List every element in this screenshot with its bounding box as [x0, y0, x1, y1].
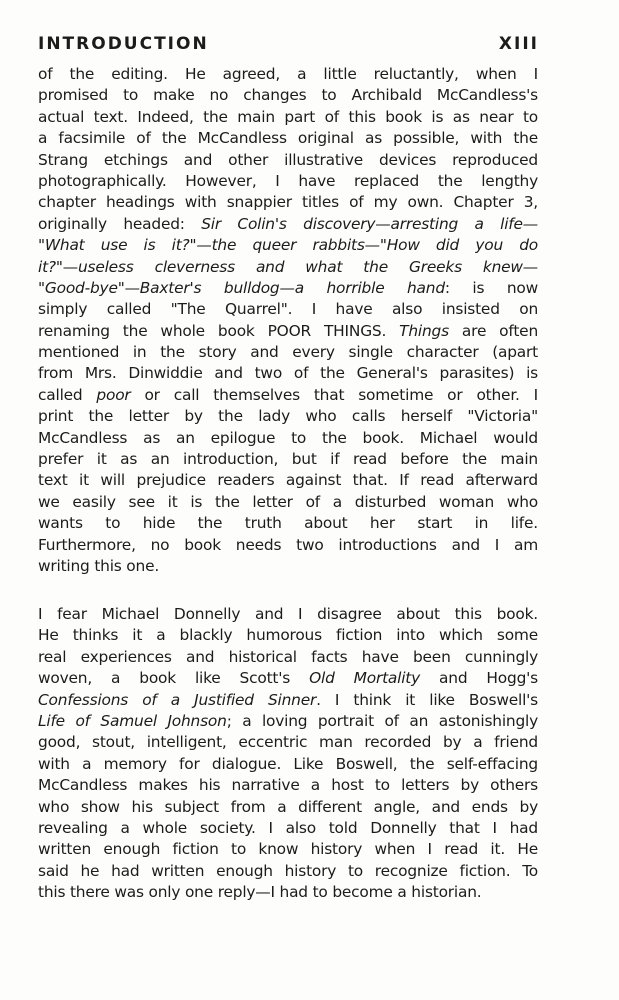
text-line [38, 235, 538, 256]
text-line [38, 406, 538, 427]
text-line [38, 647, 538, 668]
text-line [38, 150, 538, 171]
text-run: chapter headings with snappier titles of my own. Chapter 3, [38, 193, 538, 212]
text-run: prefer it as an introduction, but if read before the main [38, 450, 538, 469]
text-line [38, 668, 538, 689]
italic-text: Sir Colin's discovery—arresting a life— [201, 214, 538, 233]
text-line [38, 128, 538, 149]
text-run: originally headed: [38, 214, 202, 233]
italic-text: Old Mortality [309, 669, 421, 688]
text-line [38, 385, 538, 406]
text-run: of the editing. He agreed, a little reluctantly, when I [38, 65, 538, 83]
text-run: ; a loving portrait of an astonishingly [226, 711, 538, 730]
text-line [38, 492, 538, 513]
text-run: a facsimile of the McCandless original as possible, with the [38, 129, 538, 148]
running-head [38, 34, 539, 54]
italic-text: it?"—useless cleverness and what the Greeks knew— [38, 257, 538, 276]
text-line [38, 513, 538, 534]
text-run: or call themselves that sometime or other. I [130, 385, 538, 404]
text-line [38, 363, 538, 384]
text-run: actual text. Indeed, the main part of this book is as near to [38, 107, 538, 126]
text-run: . I think it like Boswell's [316, 690, 538, 709]
italic-text: Confessions of a Justified Sinner [38, 690, 317, 709]
text-line [38, 470, 538, 491]
text-line [38, 278, 538, 299]
text-line [38, 625, 538, 646]
text-line [38, 342, 538, 363]
text-run: text it will prejudice readers against that. If read afterward [38, 471, 538, 490]
text-line [38, 449, 538, 470]
italic-text: "What use is it?"—the queer rabbits—"How did you do [38, 236, 538, 255]
text-run: : is now [444, 278, 538, 297]
text-line [38, 818, 538, 839]
text-line [38, 321, 538, 342]
text-line [38, 107, 538, 128]
text-run: and Hogg's [420, 669, 538, 688]
text-run: McCandless makes his narrative a host to letters by others [38, 776, 538, 795]
text-line [38, 861, 538, 882]
text-line [38, 754, 538, 775]
text-line [38, 85, 538, 106]
text-run: from Mrs. Dinwiddie and two of the General's parasites) is [38, 364, 538, 383]
text-line [38, 214, 538, 235]
text-run: simply called "The Quarrel". I have also insisted on [38, 300, 538, 319]
text-run: Furthermore, no book needs two introductions and I am [38, 535, 538, 554]
text-line [38, 732, 538, 753]
text-line [38, 64, 538, 85]
text-line [38, 257, 538, 278]
text-line [38, 171, 538, 192]
text-line [38, 535, 538, 556]
text-run: I fear Michael Donnelly and I disagree about this book. [38, 605, 538, 623]
text-run: mentioned in the story and every single character (apart [38, 343, 538, 362]
text-run: writing this one. [38, 556, 160, 575]
text-run: who show his subject from a different angle, and ends by [38, 797, 538, 816]
text-run: good, stout, intelligent, eccentric man recorded by a friend [38, 733, 538, 752]
text-run: promised to make no changes to Archibald McCandless's [38, 86, 538, 105]
text-line [38, 428, 538, 449]
text-run: He thinks it a blackly humorous fiction into which some [38, 626, 538, 645]
text-run: woven, a book like Scott's [38, 669, 310, 688]
page-number: XIII [498, 34, 539, 54]
text-run: print the letter by the lady who calls herself "Victoria" [38, 407, 538, 426]
italic-text: Things [399, 321, 449, 340]
italic-text: poor [96, 385, 131, 404]
italic-text: Life of Samuel Johnson [38, 711, 227, 730]
text-line [38, 299, 538, 320]
text-line [38, 192, 538, 213]
text-run: revealing a whole society. I also told Donnelly that I had [38, 818, 538, 837]
text-run: wants to hide the truth about her start in life. [38, 514, 538, 533]
text-run: called [38, 385, 97, 404]
text-run: written enough fiction to know history when I read it. He [38, 840, 538, 859]
text-line [38, 775, 538, 796]
paragraph-2 [38, 604, 538, 903]
text-run: McCandless as an epilogue to the book. Michael would [38, 428, 538, 447]
text-run: real experiences and historical facts have been cunningly [38, 647, 538, 666]
text-line [38, 797, 538, 818]
text-run: Strang etchings and other illustrative devices reproduced [38, 150, 538, 169]
paragraph-1 [38, 64, 538, 577]
chapter-title: INTRODUCTION [38, 34, 209, 54]
text-run: this there was only one reply—I had to become a historian. [38, 883, 482, 902]
text-line [38, 690, 538, 711]
text-line [38, 711, 538, 732]
text-run: said he had written enough history to recognize fiction. To [38, 861, 538, 880]
text-run: renaming the whole book POOR THINGS. [38, 321, 400, 340]
italic-text: "Good-bye"—Baxter's bulldog—a horrible hand [38, 278, 445, 297]
text-line [38, 556, 538, 577]
text-line [38, 839, 538, 860]
text-line [38, 604, 538, 625]
text-run: are often [448, 321, 539, 340]
text-run: we easily see it is the letter of a disturbed woman who [38, 492, 538, 511]
text-run: with a memory for dialogue. Like Boswell, the self-effacing [38, 754, 538, 773]
text-run: photographically. However, I have replaced the lengthy [38, 171, 538, 190]
text-line [38, 882, 538, 903]
